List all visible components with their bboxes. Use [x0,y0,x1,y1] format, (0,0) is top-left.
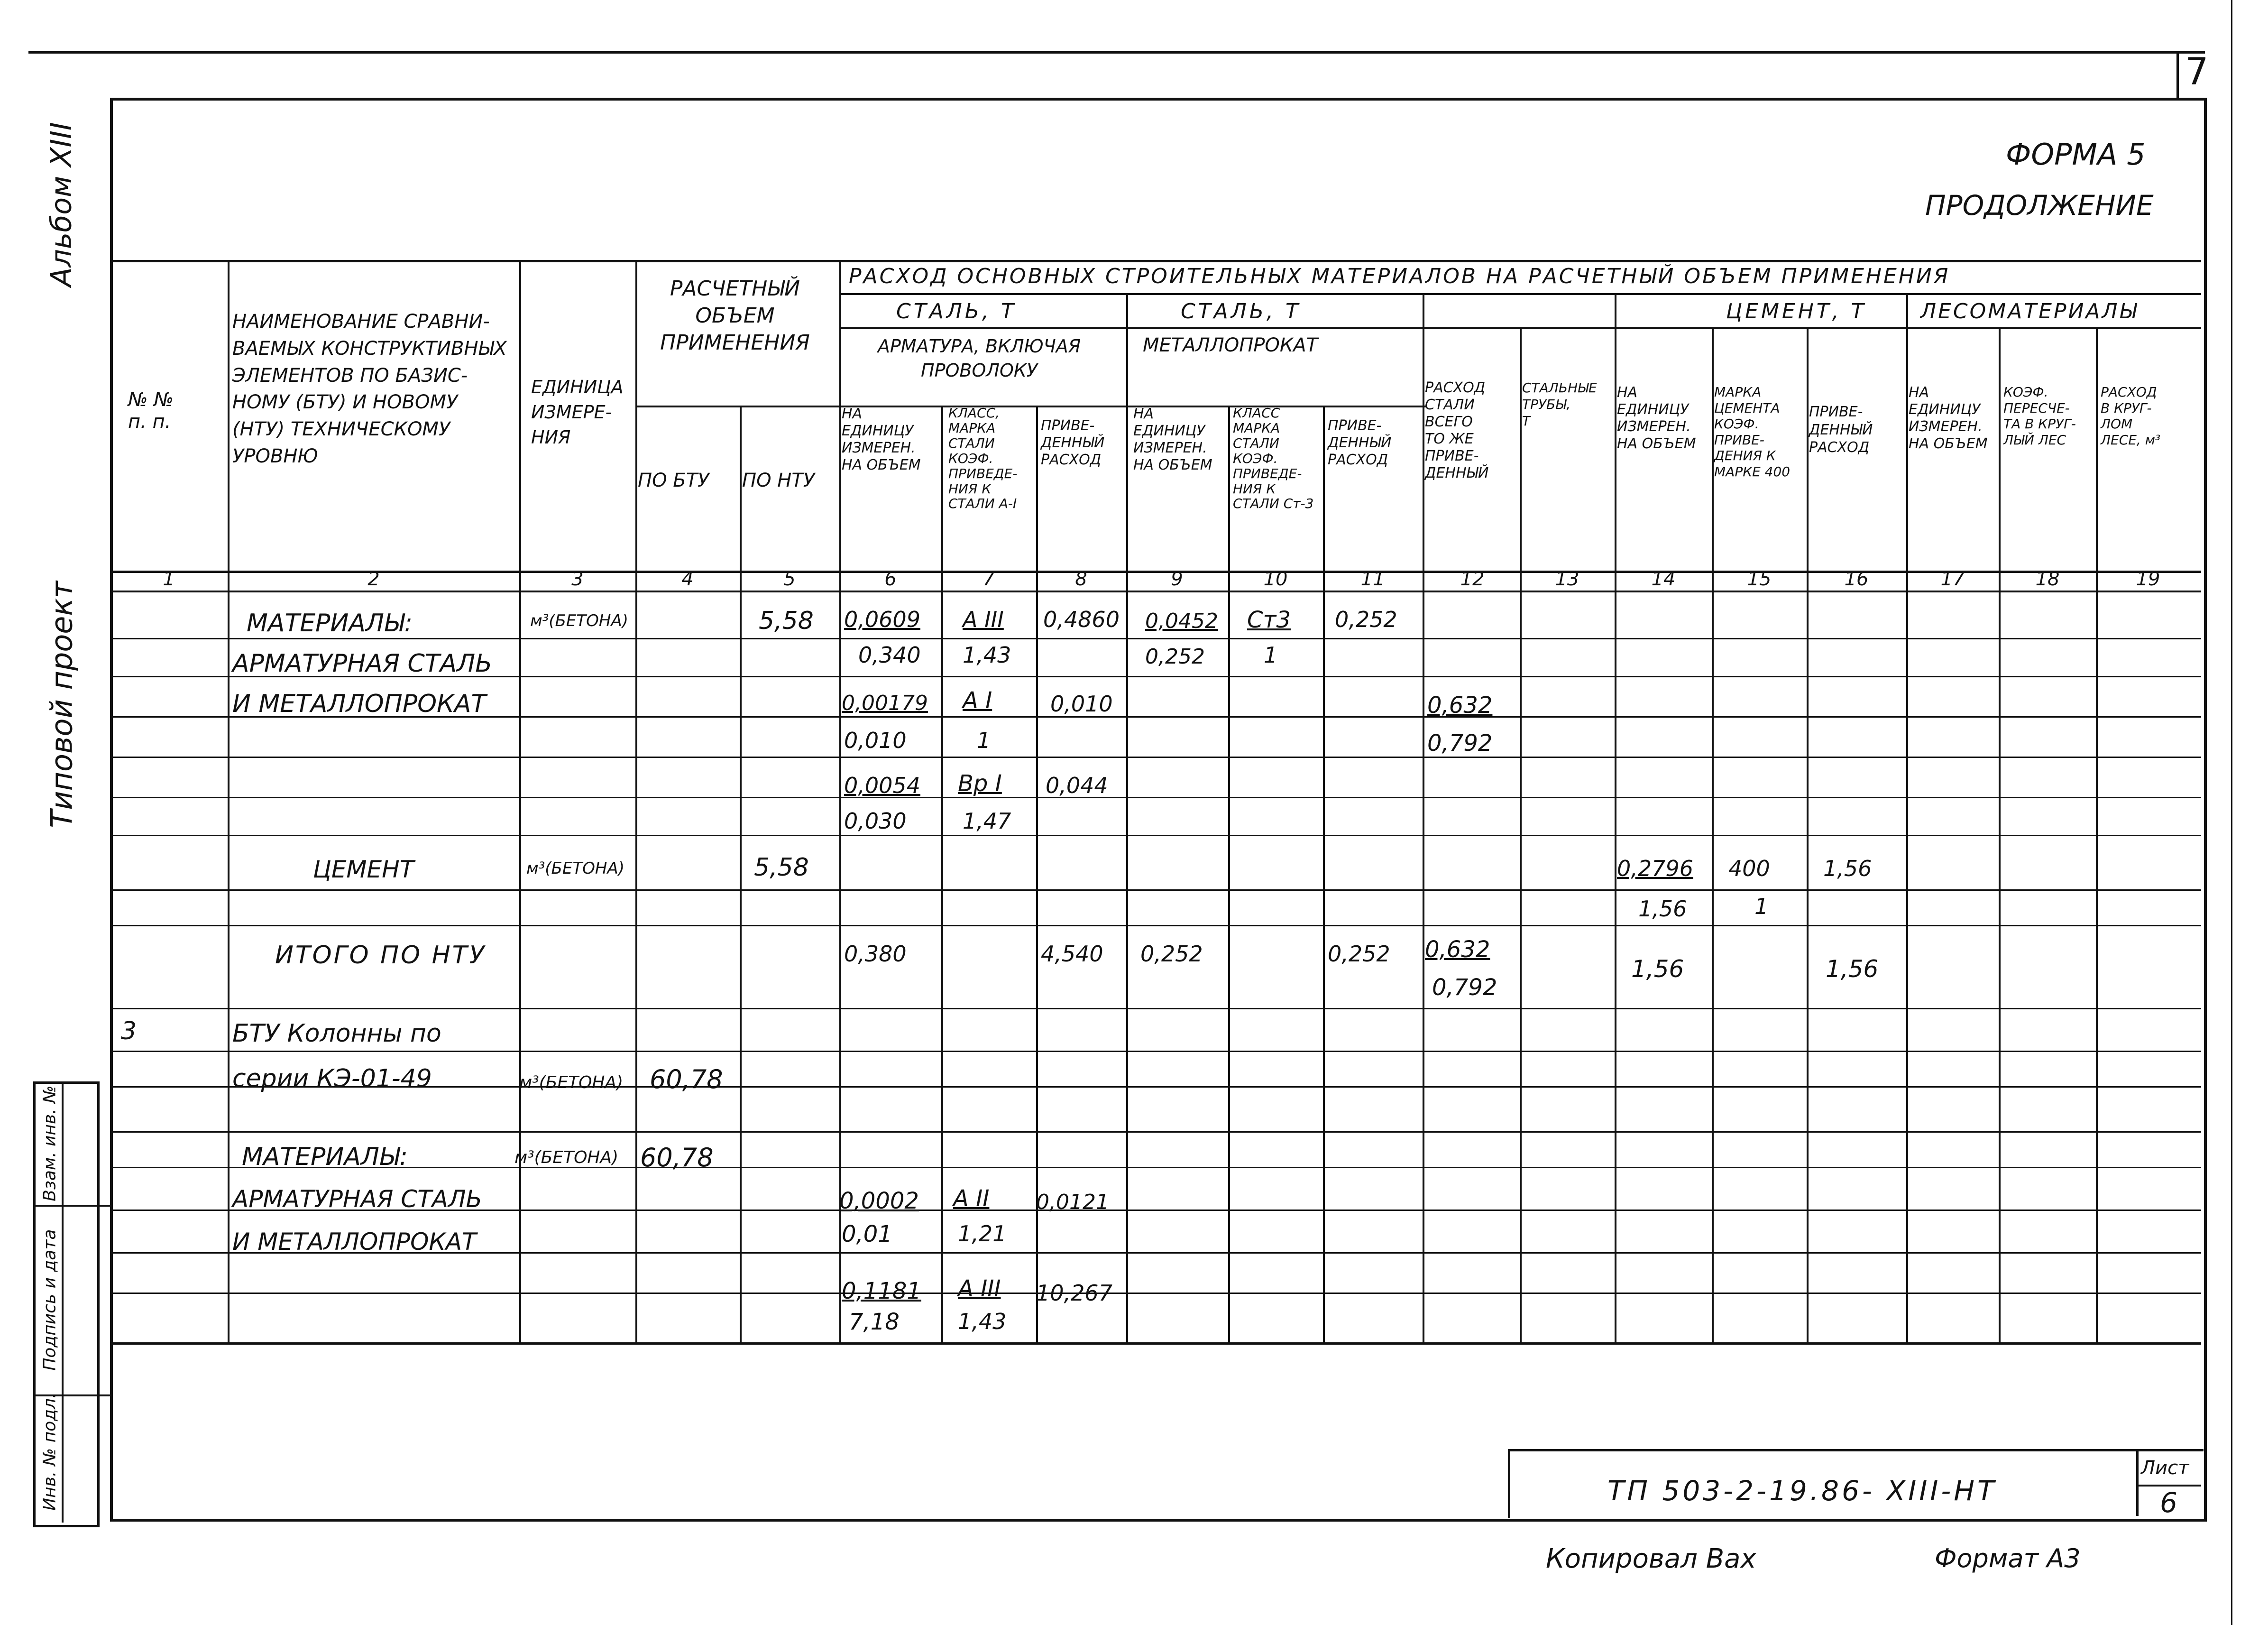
column-number-19: 19 [2136,568,2160,590]
column-number-8: 8 [1075,568,1087,590]
grid-line [519,260,521,1342]
n3: 3 [121,1017,137,1045]
met2: И МЕТАЛЛОПРОКАТ [232,1228,477,1256]
grid-line [110,835,2201,836]
t12b: 0,792 [1432,974,1497,1001]
r-cement-vol: 5,58 [754,853,809,882]
r-armsteel: АРМАТУРНАЯ СТАЛЬ [232,649,492,678]
sheet-label: Лист [2141,1457,2189,1479]
column-number-18: 18 [2035,568,2060,590]
column-number-2: 2 [367,568,380,590]
h-cement: ЦЕМЕНТ, Т [1726,299,1867,323]
h-c10: КЛАСС МАРКА СТАЛИ КОЭФ. ПРИВЕДЕ- НИЯ К СТАЛИ Ст-3 [1233,405,1314,512]
h-col2: НАИМЕНОВАНИЕ СРАВНИ- ВАЕМЫХ КОНСТРУКТИВНЫХ ЭЛЕМЕНТОВ ПО БАЗИС- НОМУ (БТУ) И НОВОМУ (НТУ) ТЕХНИЧЕСКОМУ УРОВНЮ [232,311,507,467]
grid-line [635,260,637,1342]
bty1: БТУ Колонны по [232,1019,441,1048]
b3c8: 10,267 [1036,1280,1112,1306]
r1c9: 0,0452 [1145,609,1218,633]
b4c6: 7,18 [849,1309,900,1335]
r1c7: A III [963,607,1004,632]
r-unit1: м³(БЕТОНА) [530,611,628,630]
grid-line [110,757,2201,758]
r3c8: 0,010 [1050,691,1113,717]
h-c15: МАРКА ЦЕМЕНТА КОЭФ. ПРИВЕ- ДЕНИЯ К МАРКЕ 400 [1714,384,1791,480]
bty-unit: м³(БЕТОНА) [519,1073,624,1092]
cem14b: 1,56 [1638,896,1687,922]
cem14: 0,2796 [1617,856,1693,881]
column-number-11: 11 [1360,568,1385,590]
grid-line [110,1131,2201,1133]
arm2: АРМАТУРНАЯ СТАЛЬ [232,1185,482,1213]
bty2: серии КЭ-01-49 [232,1064,432,1093]
grid-line [1126,293,1128,1342]
h-volume: РАСЧЕТНЫЙ ОБЪЕМ ПРИМЕНЕНИЯ [660,277,810,355]
r1c6: 0,0609 [844,607,920,632]
grid-line [110,797,2201,798]
column-number-14: 14 [1651,568,1676,590]
r2c7: 1,43 [963,642,1011,668]
stamp-sign: Подпись и дата [40,1229,60,1371]
grid-line [1520,327,1522,1342]
grid-line [1999,327,2001,1342]
t8: 4,540 [1041,941,1103,967]
t12a: 0,632 [1425,936,1490,963]
column-number-3: 3 [571,568,584,590]
column-number-9: 9 [1171,568,1183,590]
cem15: 400 [1728,856,1770,881]
h-c17: НА ЕДИНИЦУ ИЗМЕРЕН. НА ОБЪЕМ [1909,384,1988,452]
r3c7: A I [963,687,992,714]
mat2: МАТЕРИАЛЫ: [242,1143,408,1171]
h-c19: РАСХОД В КРУГ- ЛОМ ЛЕСЕ, м³ [2101,384,2161,448]
format-label: Формат А3 [1935,1543,2081,1573]
t6: 0,380 [844,941,907,967]
r-vol1: 5,58 [759,607,814,635]
stamp-inv: Инв. № подл. [40,1393,60,1511]
grid-line [228,260,230,1342]
r4c6: 0,010 [844,728,907,753]
r2c6: 0,340 [858,642,921,668]
r6c6: 0,030 [844,808,907,834]
t14: 1,56 [1631,955,1684,983]
r2c9: 0,252 [1145,645,1205,669]
r5c7: Bp I [958,770,1002,797]
b2c7: 1,21 [958,1221,1007,1246]
bty-vol: 60,78 [650,1064,723,1094]
grid-line [1615,293,1616,1342]
r3c12: 0,632 [1427,692,1493,719]
h-steel1: СТАЛЬ, Т [896,299,1017,323]
grid-line [1323,406,1325,1342]
form-subtitle: ПРОДОЛЖЕНИЕ [1925,189,2154,222]
h-vol-bty: ПО БТУ [638,470,709,491]
top-rule [28,51,2205,54]
r-cement-label: ЦЕМЕНТ [313,856,414,883]
cem15b: 1 [1754,894,1769,919]
b3c7: A III [958,1275,1001,1302]
column-number-15: 15 [1747,568,1772,590]
h-c14: НА ЕДИНИЦУ ИЗМЕРЕН. НА ОБЪЕМ [1617,384,1696,452]
sheet-no: 6 [2160,1487,2177,1519]
h-col3: ЕДИНИЦА ИЗМЕРЕ- НИЯ [531,377,624,448]
h-c7: КЛАСС, МАРКА СТАЛИ КОЭФ. ПРИВЕДЕ- НИЯ К СТАЛИ А-I [948,405,1018,512]
h-c8: ПРИВЕ- ДЕННЫЙ РАСХОД [1041,417,1105,468]
sheet-number-top: 7 [2185,51,2209,93]
project-type-label: Типовой проект [44,581,79,828]
grid-line [110,1051,2201,1052]
total-label: ИТОГО ПО НТУ [275,941,487,969]
r-cement-unit: м³(БЕТОНА) [526,859,624,878]
grid-line [110,260,2201,262]
h-materials-title: РАСХОД ОСНОВНЫХ СТРОИТЕЛЬНЫХ МАТЕРИАЛОВ НА РАСЧЕТНЫЙ ОБЪЕМ ПРИМЕНЕНИЯ [849,264,1950,288]
column-number-17: 17 [1940,568,1965,590]
grid-line [839,293,2201,295]
t11: 0,252 [1328,941,1390,967]
h-vol-nty: ПО НТУ [742,470,815,491]
grid-line [110,1293,2201,1294]
column-number-4: 4 [681,568,694,590]
grid-line [110,925,2201,926]
h-col1: № № п. п. [128,389,174,433]
b2c6: 0,01 [842,1221,892,1247]
column-number-6: 6 [884,568,897,590]
r5c8: 0,044 [1046,773,1108,798]
grid-line [1712,327,1714,1342]
column-number-12: 12 [1460,568,1485,590]
b1c8: 0,0121 [1036,1190,1109,1214]
scan-edge [2231,0,2232,1625]
r1c10: Ст3 [1247,607,1291,633]
h-c9: НА ЕДИНИЦУ ИЗМЕРЕН. НА ОБЪЕМ [1133,406,1212,473]
h-steel1-sub: АРМАТУРА, ВКЛЮЧАЯ ПРОВОЛОКУ [877,336,1081,381]
column-number-5: 5 [783,568,796,590]
copied-by: Копировал Вах [1546,1543,1756,1574]
grid-line [110,638,2201,639]
column-number-1: 1 [163,568,175,590]
cem16: 1,56 [1823,856,1872,881]
h-c12: РАСХОД СТАЛИ ВСЕГО ТО ЖЕ ПРИВЕ- ДЕННЫЙ [1425,379,1489,481]
b1c7: A II [953,1185,990,1212]
grid-line [1807,327,1809,1342]
grid-line [1423,293,1424,1342]
mat2-unit: м³(БЕТОНА) [514,1148,619,1167]
b1c6: 0,0002 [839,1188,919,1214]
r5c6: 0,0054 [844,773,920,798]
h-c16: ПРИВЕ- ДЕННЫЙ РАСХОД [1809,404,1873,456]
column-number-10: 10 [1263,568,1288,590]
h-c6: НА ЕДИНИЦУ ИЗМЕРЕН. НА ОБЪЕМ [842,406,921,473]
grid-line [110,591,2201,592]
grid-line [110,1008,2201,1009]
grid-line [740,406,742,1342]
h-timber: ЛЕСОМАТЕРИАЛЫ [1920,299,2139,323]
column-number-7: 7 [982,568,995,590]
h-c18: КОЭФ. ПЕРЕСЧЕ- ТА В КРУГ- ЛЫЙ ЛЕС [2003,384,2076,448]
grid-line [1906,293,1908,1342]
form-title: ФОРМА 5 [2006,137,2146,172]
grid-line [110,889,2201,891]
h-steel2: СТАЛЬ, Т [1181,299,1301,323]
h-c11: ПРИВЕ- ДЕННЫЙ РАСХОД [1328,417,1392,468]
grid-line [839,260,841,1342]
t9: 0,252 [1140,941,1203,967]
grid-line [110,1167,2201,1168]
r4c12: 0,792 [1427,730,1493,757]
r1c11: 0,252 [1335,607,1397,632]
grid-line [2096,327,2098,1342]
r-mat-label: МАТЕРИАЛЫ: [247,609,413,637]
r2c10: 1 [1264,642,1278,668]
r4c7: 1 [977,728,991,753]
stamp-replace: Взам. инв. № [40,1085,60,1201]
doc-code: ТП 503-2-19.86- XIII-НТ [1607,1475,1997,1507]
mat2-vol: 60,78 [640,1143,714,1173]
b3c6: 0,1181 [842,1278,921,1304]
r3c6: 0,00179 [842,691,928,715]
h-c13: СТАЛЬНЫЕ ТРУБЫ, Т [1522,380,1597,429]
t16: 1,56 [1826,955,1879,983]
column-number-13: 13 [1555,568,1579,590]
grid-line [941,406,943,1342]
grid-line [110,571,2201,573]
b4c7: 1,43 [958,1309,1007,1334]
grid-line [1228,406,1230,1342]
r6c7: 1,47 [963,808,1011,834]
album-label: Альбом XIII [45,122,78,287]
r-metal: И МЕТАЛЛОПРОКАТ [232,690,487,718]
column-number-16: 16 [1844,568,1869,590]
r1c8: 0,4860 [1043,607,1120,632]
grid-line [110,1342,2201,1345]
h-steel2-sub: МЕТАЛЛОПРОКАТ [1143,334,1318,356]
